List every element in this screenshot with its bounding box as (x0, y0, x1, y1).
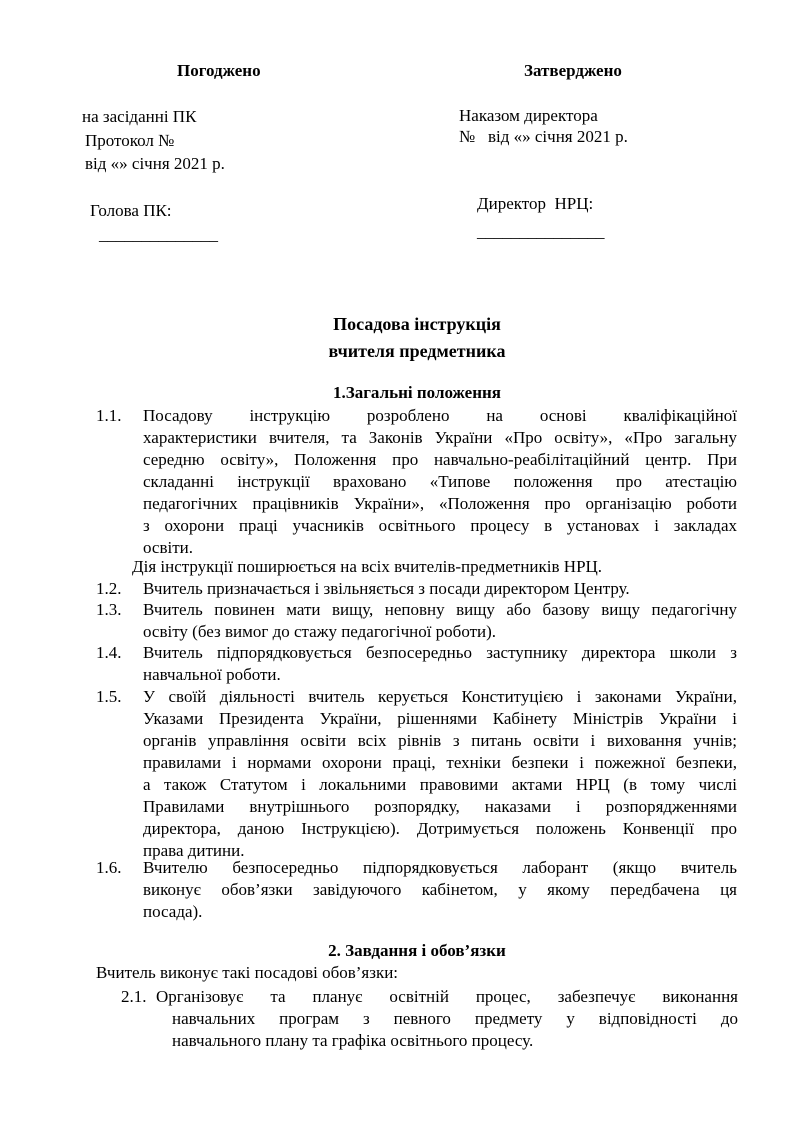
item-1-5-line: органів управління освіти всіх рівнів з питань освіти і виховання учнів; (143, 731, 737, 750)
item-1-6-line: виконує обов’язки завідуючого кабінетом, у якому передбачена ця (143, 880, 737, 899)
item-1-6-line: Вчителю безпосередньо підпорядковується лаборант (якщо вчитель (143, 858, 737, 877)
item-1-6-line: посада). (143, 902, 203, 921)
agreed-title: Погоджено (177, 61, 261, 80)
item-1-5-line: а також Статутом і локальними правовими актами НРЦ (в тому числі (143, 775, 737, 794)
item-1-3-line: Вчитель повинен мати вищу, неповну вищу або базову вищу педагогічну (143, 600, 737, 619)
section-2-intro: Вчитель виконує такі посадові обов’язки: (96, 963, 399, 982)
agreed-line-3: від «» січня 2021 р. (85, 154, 225, 173)
item-1-5-text (143, 686, 737, 862)
item-1-5-line: директора, даною Інструкцією). Дотримується положень Конвенції про (143, 819, 737, 838)
head-pk-signature-line: ______________ (99, 225, 218, 244)
item-1-5-line: Указами Президента України, рішеннями Кабінету Міністрів України і (143, 709, 737, 728)
item-1-1-line: з охорони праці учасників освітнього процесу в установах і закладах (143, 516, 737, 535)
agreed-line-2: Протокол № (85, 131, 175, 150)
item-1-5-line: Правилами внутрішнього розпорядку, наказами і розпорядженнями (143, 797, 737, 816)
item-1-5-line: правилами і нормами охорони праці, техніки безпеки і пожежної безпеки, (143, 753, 737, 772)
item-1-4-text (143, 642, 737, 686)
approved-line-2: № від «» січня 2021 р. (459, 127, 628, 146)
item-1-2-line: Вчитель призначається і звільняється з посади директором Центру. (143, 579, 630, 598)
item-1-1-line: Посадову інструкцію розроблено на основі кваліфікаційної (143, 406, 737, 425)
doc-title-line-2: вчителя предметника (328, 341, 506, 361)
item-2-1-line: Організовує та планує освітній процес, забезпечує виконання (156, 987, 738, 1006)
instruction-scope-text: Дія інструкції поширюється на всіх вчителів-предметників НРЦ. (132, 557, 603, 576)
item-1-1-line: складанні інструкції враховано «Типове положення про атестацію (143, 472, 737, 491)
head-pk-label: Голова ПК: (90, 201, 172, 220)
item-1-5-number: 1.5. (96, 687, 122, 706)
item-1-1-text (143, 405, 737, 559)
item-2-1-text (156, 986, 738, 1008)
director-signature-line: _______________ (477, 222, 605, 241)
item-1-1-line: середню освіту», Положення про навчально-реабілітаційний центр. При (143, 450, 737, 469)
section-1-heading: 1.Загальні положення (332, 383, 501, 402)
item-1-5-line: права дитини. (143, 841, 245, 860)
item-1-5-line: У своїй діяльності вчитель керується Конституцією і законами України, (143, 687, 737, 706)
item-2-1-line: навчального плану та графіка освітнього процесу. (172, 1031, 534, 1050)
agreed-line-1: на засіданні ПК (82, 107, 197, 126)
doc-title-line-1: Посадова інструкція (333, 314, 501, 334)
approved-title: Затверджено (524, 61, 622, 80)
item-1-1-line: педагогічних працівників України», «Положення про організацію роботи (143, 494, 737, 513)
item-1-6-number: 1.6. (96, 858, 122, 877)
item-1-2-number: 1.2. (96, 579, 122, 598)
director-label: Директор НРЦ: (477, 194, 594, 213)
item-1-4-number: 1.4. (96, 643, 122, 662)
item-1-3-number: 1.3. (96, 600, 122, 619)
item-1-3-text (143, 599, 737, 643)
item-2-1-number: 2.1. (121, 987, 147, 1006)
item-1-4-line: Вчитель підпорядковується безпосередньо заступнику директора школи з (143, 643, 737, 662)
item-1-1-number: 1.1. (96, 406, 122, 425)
item-1-2-text (143, 578, 737, 600)
section-2-heading: 2. Завдання і обов’язки (328, 941, 506, 960)
item-1-4-line: навчальної роботи. (143, 665, 281, 684)
item-2-1-continuation (172, 1008, 738, 1052)
item-2-1-line: навчальних програм з певного предмету у відповідності до (172, 1009, 738, 1028)
item-1-1-line: характеристики вчителя, та Законів України «Про освіту», «Про загальну (143, 428, 737, 447)
item-1-1-line: освіти. (143, 538, 193, 557)
item-1-3-line: освіту (без вимог до стажу педагогічної роботи). (143, 622, 497, 641)
item-1-6-text (143, 857, 737, 923)
approved-line-1: Наказом директора (459, 106, 598, 125)
